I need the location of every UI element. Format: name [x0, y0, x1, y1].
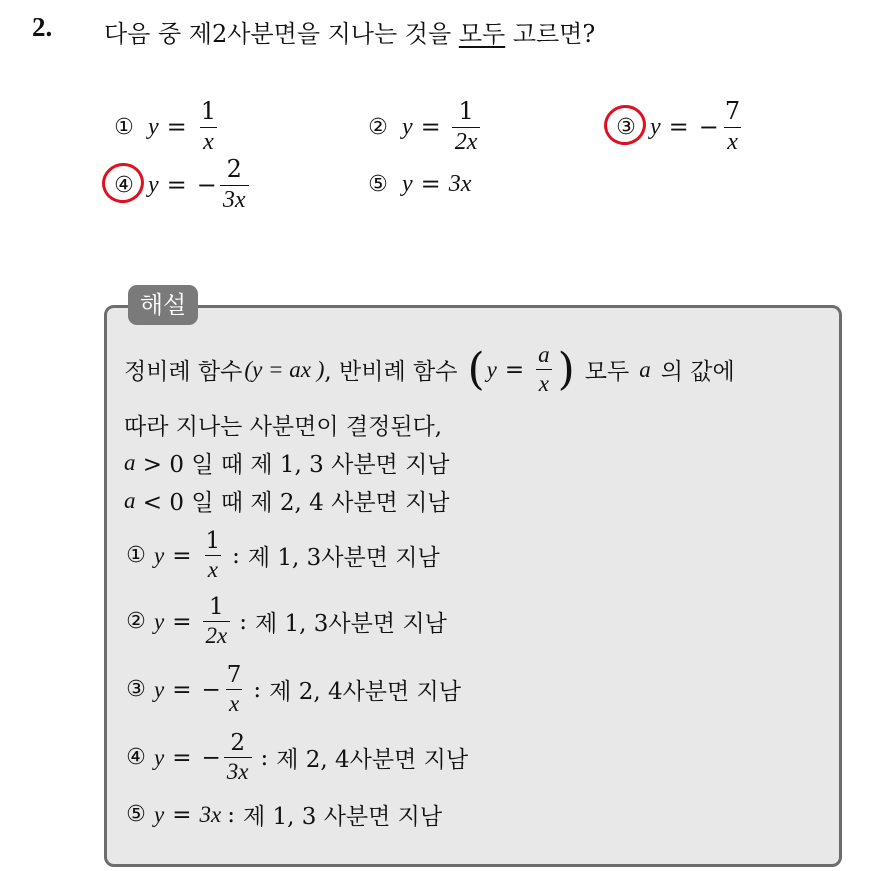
choice-1[interactable] — [112, 98, 222, 156]
item-result: 제 2, 4사분면 지남 — [276, 747, 469, 774]
item-y: y — [154, 744, 165, 770]
condition-var: a — [124, 449, 136, 475]
solution-item-3 — [124, 662, 461, 718]
item-result: 제 1, 3사분면 지남 — [247, 545, 440, 572]
choice-fraction — [220, 156, 249, 214]
choice-marker: ④ — [114, 172, 134, 198]
item-marker: ③ — [126, 677, 146, 703]
item-colon: : — [253, 676, 262, 703]
solution-intro — [124, 342, 735, 398]
solution-item-1 — [124, 528, 440, 584]
item-y: y — [154, 542, 165, 568]
choice-marker: ② — [368, 114, 388, 140]
choice-lhs: y — [402, 113, 413, 140]
item-marker: ④ — [126, 745, 146, 771]
paren-open-icon: ( — [467, 343, 485, 395]
choice-lhs: y — [148, 113, 159, 140]
item-eq: = — [172, 744, 192, 771]
choice-marker: ③ — [616, 114, 636, 140]
solution-item-5 — [124, 798, 442, 831]
item-marker: ① — [126, 543, 146, 569]
choice-fraction — [452, 98, 481, 156]
paren-close-icon: ) — [557, 343, 575, 395]
intro-eq: = — [504, 356, 525, 383]
choice-lhs: y — [148, 171, 159, 198]
condition-var: a — [124, 487, 136, 513]
choice-lhs: y — [650, 113, 661, 140]
condition-text: > 0 일 때 제 1, 3 사분면 지남 — [135, 452, 450, 478]
fraction-numerator: 7 — [226, 662, 242, 688]
intro-fraction — [535, 342, 553, 398]
intro-text-3: 모두 — [584, 359, 630, 386]
question-text — [104, 14, 595, 49]
item-sign: − — [201, 676, 221, 703]
solution-line-2: 따라 지나는 사분면이 결정된다, — [124, 414, 443, 440]
item-result: 제 1, 3 사분면 지남 — [242, 804, 443, 830]
item-fraction — [203, 594, 231, 650]
fraction-denominator: x — [200, 127, 217, 157]
fraction-denominator: 3x — [224, 757, 252, 785]
item-colon: : — [239, 608, 247, 635]
item-marker: ② — [126, 609, 146, 635]
fraction-denominator: 2x — [203, 621, 231, 649]
choice-fraction — [198, 98, 219, 156]
item-eq: = — [172, 608, 192, 635]
fraction-numerator: 1 — [205, 528, 221, 554]
item-result: 제 1, 3사분면 지남 — [254, 611, 447, 638]
condition-negative — [124, 484, 450, 517]
item-colon: : — [227, 801, 235, 828]
item-y: y — [154, 676, 165, 702]
question-number: 2. — [32, 12, 53, 42]
fraction-numerator: 7 — [724, 97, 741, 125]
fraction-denominator: x — [536, 369, 552, 397]
item-fraction — [203, 528, 224, 584]
condition-text: < 0 일 때 제 2, 4 사분면 지남 — [135, 490, 450, 516]
item-colon: : — [260, 744, 269, 771]
choice-5[interactable] — [366, 170, 471, 198]
choice-sign: − — [196, 171, 217, 200]
choice-eq: = — [166, 113, 187, 142]
solution-tag: 해설 — [128, 285, 198, 325]
item-eq: = — [172, 676, 192, 703]
item-eq: = — [172, 801, 192, 828]
choice-eq: = — [668, 113, 689, 142]
fraction-denominator: x — [226, 689, 242, 717]
question-text-before: 다음 중 제2사분면을 지나는 것을 — [104, 20, 459, 48]
solution-item-2 — [124, 594, 447, 650]
choice-eq: = — [420, 113, 441, 142]
item-marker: ⑤ — [126, 802, 146, 827]
choice-marker: ⑤ — [368, 171, 388, 197]
item-fraction — [224, 730, 252, 786]
fraction-denominator: 3x — [220, 185, 249, 215]
fraction-denominator: x — [205, 555, 221, 583]
item-expr: 3x — [199, 801, 222, 827]
intro-text-4: 의 값에 — [660, 359, 735, 386]
fraction-numerator: a — [538, 342, 550, 367]
intro-a: a — [639, 356, 651, 382]
intro-text-2: , 반비례 함수 — [324, 359, 458, 386]
item-eq: = — [172, 542, 192, 569]
intro-y: y — [486, 356, 497, 382]
question-text-underlined: 모두 — [458, 20, 506, 48]
choice-marker: ① — [114, 114, 134, 140]
intro-formula: (y = ax ) — [244, 356, 325, 382]
choice-lhs: y — [402, 170, 413, 197]
item-result: 제 2, 4사분면 지남 — [269, 679, 461, 706]
item-fraction — [224, 662, 245, 718]
question-text-after: 고르면? — [505, 20, 596, 48]
fraction-numerator: 1 — [200, 97, 217, 125]
item-colon: : — [232, 542, 240, 569]
choice-expr: 3x — [448, 170, 472, 197]
fraction-numerator: 2 — [230, 730, 245, 756]
item-sign: − — [201, 744, 221, 771]
intro-text-1: 정비례 함수 — [124, 359, 243, 386]
condition-positive — [124, 446, 450, 479]
solution-item-4 — [124, 730, 468, 786]
choice-sign: − — [698, 113, 719, 142]
choice-2[interactable] — [366, 98, 483, 156]
fraction-numerator: 1 — [209, 594, 224, 620]
choice-eq: = — [420, 170, 441, 198]
fraction-numerator: 2 — [226, 155, 242, 183]
item-y: y — [154, 801, 165, 827]
item-y: y — [154, 608, 165, 634]
fraction-numerator: 1 — [458, 97, 474, 125]
choice-fraction — [722, 98, 743, 156]
fraction-denominator: x — [724, 127, 741, 157]
fraction-denominator: 2x — [452, 127, 481, 157]
choice-eq: = — [166, 171, 187, 200]
